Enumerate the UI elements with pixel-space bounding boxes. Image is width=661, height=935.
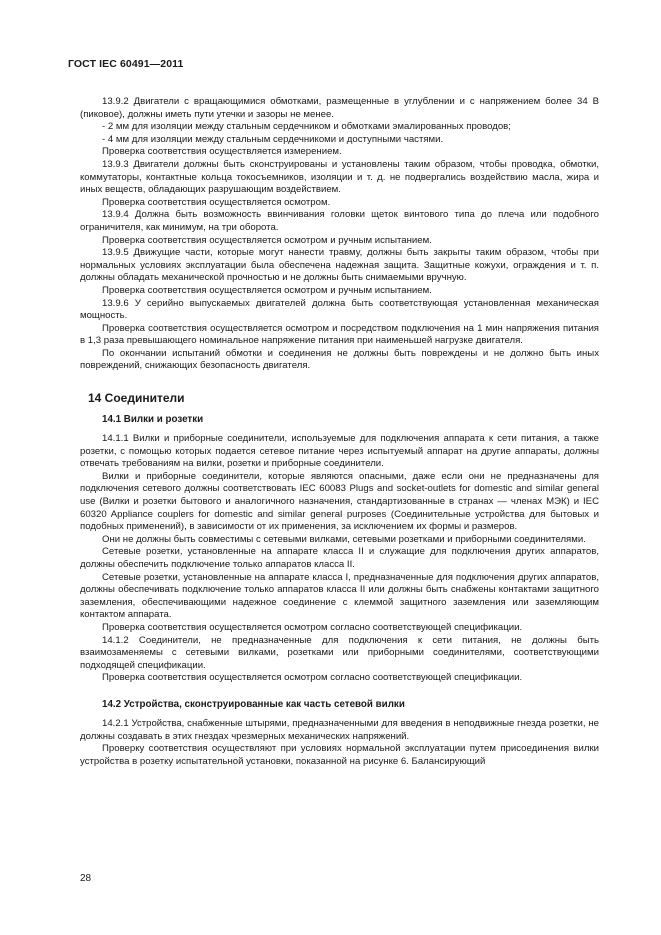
paragraph-14-1-1: 14.1.1 Вилки и приборные соединители, используемые для подключения аппарата к сети питания, а также розетки, с помощью которых подается сетевое питание через испытуемый аппарат на другие аппараты, должны отвечать требованиям на вилки, розетки и приборные соединители. [80, 433, 599, 470]
paragraph-check-spec: Проверка соответствия осуществляется осмотром согласно соответствующей спецификации. [102, 621, 523, 633]
paragraph-check-measurement: Проверка соответствия осуществляется измерением. [102, 146, 342, 158]
subsection-14-2-title: 14.2 Устройства, сконструированные как часть сетевой вилки [102, 698, 405, 710]
subsection-14-1-title: 14.1 Вилки и розетки [102, 414, 204, 426]
paragraph-plugs-dangerous: Вилки и приборные соединители, которые являются опасными, даже если они не предназначены для подключения сетевого должны соответствовать IEC 60083 Plugs and socket-outlets for domestic and similar general use (Вилки и розетки бытового и аналогичного назначения, стандартизованные в странах — членах МЭК) и IEC 60320 Appliance couplers for domestic and similar general purposes (Соединительные устройства для бытовых и подобных применений), в зависимости от их применения, за исключением их формы и размеров. [80, 470, 599, 533]
paragraph-check-spec-2: Проверка соответствия осуществляется осмотром согласно соответствующей спецификации. [102, 672, 523, 684]
document-header: ГОСТ IEC 60491—2011 [68, 58, 184, 70]
paragraph-not-compatible: Они не должны быть совместимы с сетевыми вилками, сетевыми розетками и приборными соединителями. [102, 533, 586, 545]
section-14-title: 14 Соединители [88, 391, 185, 406]
paragraph-check-inspection: Проверка соответствия осуществляется осмотром. [102, 196, 331, 208]
paragraph-after-tests: По окончании испытаний обмотки и соединения не должны быть повреждены и не должно быть иных повреждений, снижающих безопасность двигателя. [80, 347, 599, 372]
paragraph-check-plug-test: Проверку соответствия осуществляют при условиях нормальной эксплуатации путем присоединения вилки устройства в розетку испытательной установки, показанной на рисунке 6. Балансирующий [80, 743, 599, 767]
paragraph-check-voltage: Проверка соответствия осуществляется осмотром и посредством подключения на 1 мин напряжения питания в 1,3 раза превышающего номинальное напряжение питания при наименьшей нагрузке двигателя. [80, 322, 599, 347]
paragraph-13-9-5: 13.9.5 Движущие части, которые могут нанести травму, должны быть закрыты таким образом, чтобы при нормальных условиях эксплуатации была обеспечена надежная защита. Защитные кожухи, ограждения и т. п. должны обладать механической прочностью и не должны быть снимаемыми вручную. [80, 247, 599, 284]
paragraph-13-9-2: 13.9.2 Двигатели с вращающимися обмотками, размещенные в углублении и с напряжением более 34 В (пиковое), должны иметь пути утечки и зазоры не менее. [80, 96, 599, 120]
page-number: 28 [80, 873, 92, 884]
paragraph-class-ii-sockets: Сетевые розетки, установленные на аппарате класса II и служащие для подключения других аппаратов, должны обеспечить подключение только аппаратов класса II. [80, 546, 599, 570]
document-body [80, 96, 599, 768]
paragraph-class-i-sockets: Сетевые розетки, установленные на аппарате класса I, предназначенные для подключения других аппаратов, должны обеспечивать подключение только аппаратов класса II или должны быть снабжены контактами защитного заземления, обеспечивающими надежное соединение с клеммой защитного заземления или заземляющим контактом аппарата. [80, 571, 599, 621]
paragraph-check-manual-2: Проверка соответствия осуществляется осмотром и ручным испытанием. [102, 284, 432, 296]
paragraph-13-9-6: 13.9.6 У серийно выпускаемых двигателей должна быть соответствующая установленная механическая мощность. [80, 297, 599, 322]
paragraph-14-1-2: 14.1.2 Соединители, не предназначенные для подключения к сети питания, не должны быть взаимозаменяемы с сетевыми вилками, розетками или приборными соединителями, соответствующими подходящей спецификации. [80, 634, 599, 671]
paragraph-13-9-3: 13.9.3 Двигатели должны быть сконструированы и установлены таким образом, чтобы проводка, обмотки, коммутаторы, контактные кольца токосъемников, изоляции и т. д. не подвергались воздействию масла, жира и иных веществ, обладающих разрушающим воздействием. [80, 158, 599, 196]
paragraph-14-2-1: 14.2.1 Устройства, снабженные штырями, предназначенными для введения в неподвижные гнезда розетки, не должны создавать в этих гнездах чрезмерных механических напряжений. [80, 717, 599, 742]
list-item-4mm: - 4 мм для изоляции между стальным сердечникоми и доступными частями. [102, 133, 444, 145]
paragraph-13-9-4: 13.9.4 Должна быть возможность ввинчивания головки щеток винтового типа до плеча или подобного ограничителя, как минимум, на три оборота. [80, 209, 599, 233]
list-item-2mm: - 2 мм для изоляции между стальным сердечником и обмотками эмалированных проводов; [102, 121, 511, 133]
paragraph-check-manual: Проверка соответствия осуществляется осмотром и ручным испытанием. [102, 234, 432, 246]
